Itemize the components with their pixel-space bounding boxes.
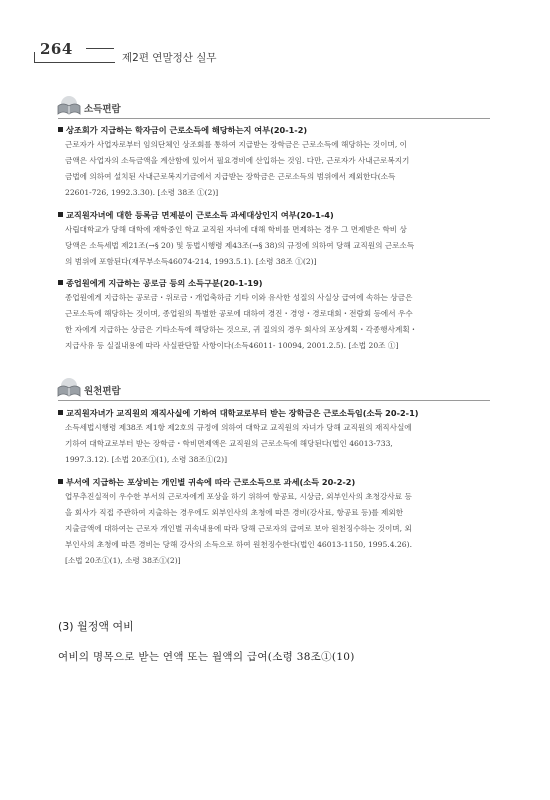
body-line: 부인사의 초청에 따른 경비는 당해 강사의 소득으로 하여 원천징수한다(법인 46013-1150, 1995.4.26). bbox=[65, 540, 412, 549]
entry-title: 상조회가 지급하는 학자금이 근로소득에 해당하는지 여부(20-1-2) bbox=[58, 123, 490, 137]
open-book-icon bbox=[56, 378, 82, 398]
body-line: 을 회사가 직접 주관하여 지출하는 경우에도 외부인사의 초청에 따른 경비(강사료, 항공료 등)를 제외한 bbox=[65, 508, 404, 517]
bullet-square-icon bbox=[58, 479, 63, 484]
body-line: 1997.3.12). [소법 20조①(1), 소령 38조①(2)] bbox=[65, 455, 228, 464]
chapter-title: 제2편 연말정산 실무 bbox=[122, 52, 217, 64]
body-line: 한 자에게 지급하는 상금은 기타소득에 해당하는 것으로, 귀 질의의 경우 회사의 포상계획・각종행사계획・ bbox=[65, 325, 418, 334]
body-line: 기하여 대학교로부터 받는 장학금・학비면제액은 교직원의 근로소득에 해당된다(법인 46013-733, bbox=[65, 439, 393, 448]
body-line: 사립대학교가 당해 대학에 재학중인 학교 교직원 자녀에 대해 학비를 면제하는 경우 그 면제받은 학비 상 bbox=[65, 225, 407, 234]
ruling-entry bbox=[58, 475, 490, 569]
open-book-icon bbox=[56, 96, 82, 116]
body-line: 당액은 소득세법 제21조(→§ 20) 및 동법시행령 제43조(→§ 38)의 규정에 의하여 당해 교직원의 근로소득 bbox=[65, 241, 415, 250]
section-heading-withholding bbox=[56, 378, 256, 400]
ruling-entry bbox=[58, 276, 490, 354]
entry-body bbox=[58, 420, 490, 468]
body-line: 종업원에게 지급하는 공로금・위로금・개업축하금 기타 이와 유사한 성질의 사실상 급여에 속하는 상금은 bbox=[65, 293, 413, 302]
section-label: 소득편람 bbox=[84, 104, 121, 115]
bullet-square-icon bbox=[58, 212, 63, 217]
entry-body bbox=[58, 137, 490, 201]
bullet-square-icon bbox=[58, 280, 63, 285]
body-line: 업무추진실적이 우수한 부서의 근로자에게 포상을 하기 위하여 항공료, 시상금, 외부인사의 초청강사료 등 bbox=[65, 492, 412, 501]
entry-body bbox=[58, 489, 490, 569]
bullet-square-icon bbox=[58, 127, 63, 132]
entry-title: 교직원자녀에 대한 등록금 면제분이 근로소득 과세대상인지 여부(20-1-4) bbox=[58, 208, 490, 222]
section-divider bbox=[58, 400, 490, 401]
section-label: 원천편람 bbox=[84, 386, 121, 397]
subsection-heading: (3) 월정액 여비 bbox=[58, 620, 134, 633]
body-line: [소법 20조①(1), 소령 38조①(2)] bbox=[65, 556, 181, 565]
ruling-entry bbox=[58, 406, 490, 468]
body-line: 근로자가 사업자로부터 임의단체인 상조회를 통하여 지급받는 장학금은 근로소득에 해당하는 것이며, 이 bbox=[65, 140, 407, 149]
entry-title: 부서에 지급하는 포상비는 개인별 귀속에 따라 근로소득으로 과세(소득 20-2-2) bbox=[58, 475, 490, 489]
bullet-square-icon bbox=[58, 410, 63, 415]
header-rule bbox=[86, 48, 114, 49]
entry-title: 교직원자녀가 교직원의 재직사실에 기하여 대학교로부터 받는 장학금은 근로소득임(소득 20-2-1) bbox=[58, 406, 490, 420]
body-line: 의 범위에 포함된다(재무부소득46074-214, 1993.5.1). [소령 38조 ①(2)] bbox=[65, 257, 317, 266]
entry-body bbox=[58, 290, 490, 354]
body-line: 소득세법시행령 제38조 제1항 제2호의 규정에 의하여 대학교 교직원의 자녀가 당해 교직원의 재직사실에 bbox=[65, 423, 412, 432]
body-line: 금액은 사업자의 소득금액을 계산함에 있어서 필요경비에 산입하는 것임. 다만, 근로자가 사내근로복지기 bbox=[65, 156, 410, 165]
subsection-paragraph: 여비의 명목으로 받는 연액 또는 월액의 급여(소령 38조①(10) bbox=[58, 651, 355, 663]
ruling-entry bbox=[58, 208, 490, 270]
page-header bbox=[26, 40, 217, 66]
header-bracket bbox=[34, 52, 115, 63]
body-line: 지급사유 등 실질내용에 따라 사실판단할 사항이다(소득46011- 10094, 2001.2.5). [소법 20조 ①] bbox=[65, 341, 399, 350]
body-line: 지출금액에 대하여는 근로자 개인별 귀속내용에 따라 당해 근로자의 급여로 보아 원천징수하는 것이며, 외 bbox=[65, 524, 412, 533]
section-heading-income bbox=[56, 96, 256, 118]
section-divider bbox=[58, 118, 490, 119]
body-line: 22601-726, 1992.3.30). [소령 38조 ①(2)] bbox=[65, 188, 219, 197]
body-line: 근로소득에 해당하는 것이며, 종업원의 특별한 공로에 대하여 경진・경영・경로대회・전람회 등에서 우수 bbox=[65, 309, 413, 318]
entry-body bbox=[58, 222, 490, 270]
page-number: 264 bbox=[40, 40, 73, 58]
ruling-entry bbox=[58, 123, 490, 201]
entry-title: 종업원에게 지급하는 공로금 등의 소득구분(20-1-19) bbox=[58, 276, 490, 290]
body-line: 금법에 의하여 설치된 사내근로복지기금에서 지급받는 장학금은 근로소득의 범위에서 제외한다(소득 bbox=[65, 172, 396, 181]
